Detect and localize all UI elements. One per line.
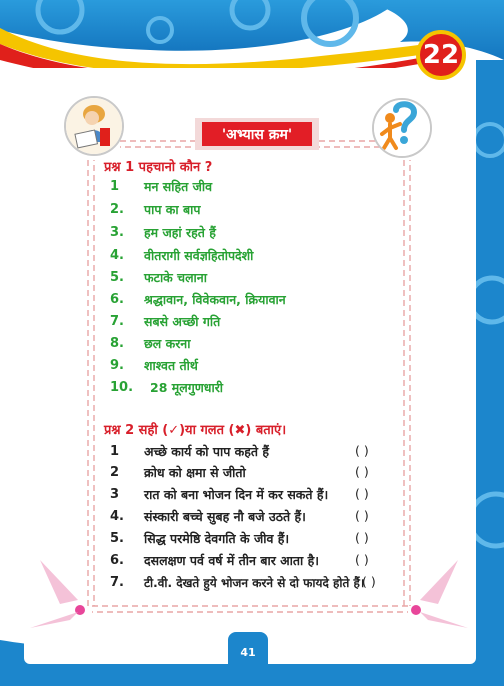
page-number: 41 — [240, 645, 256, 659]
answer-blank: ( ) — [355, 443, 369, 458]
table-row: 5. सिद्ध परमेष्ठि देवगति के जीव हैं। — [110, 530, 290, 546]
table-row: 6. दसलक्षण पर्व वर्ष में तीन बार आता है। — [110, 552, 320, 568]
table-row: 2 क्रोध को क्षमा से जीतो — [110, 464, 246, 480]
reading-child-illustration — [64, 96, 124, 156]
answer-blank: ( ) — [355, 530, 369, 545]
list-item: 1 मन सहित जीव — [110, 178, 213, 194]
answer-blank: ( ) — [355, 552, 369, 567]
list-item: 4. वीतरागी सर्वज्ञहितोपदेशी — [110, 247, 254, 263]
table-row: 7. टी.वी. देखते हुये भोजन करने से दो फायदे होते हैं। — [110, 574, 365, 590]
answer-blank: ( ) — [355, 464, 369, 479]
list-item: 9. शाश्वत तीर्थ — [110, 357, 198, 373]
table-row: 1 अच्छे कार्य को पाप कहते हैं — [110, 443, 270, 459]
list-item: 3. हम जहां रहते हैं — [110, 224, 216, 240]
list-item: 7. सबसे अच्छी गति — [110, 313, 221, 329]
list-item: 2. पाप का बाप — [110, 201, 201, 217]
table-row: 3 रात को बना भोजन दिन में कर सकते हैं। — [110, 486, 329, 502]
list-item: 8. छल करना — [110, 335, 191, 351]
exercise-title: 'अभ्यास क्रम' — [202, 122, 312, 146]
page-number-tab — [228, 632, 268, 672]
question-1-heading: प्रश्न 1 पहचानो कौन ? — [104, 160, 213, 175]
answer-blank: ( ) — [355, 486, 369, 501]
question-figure-illustration — [372, 98, 432, 158]
chapter-number: 22 — [422, 40, 460, 70]
table-row: 4. संस्कारी बच्चे सुबह नौ बजे उठते हैं। — [110, 508, 306, 524]
answer-blank: ( ) — [362, 574, 376, 589]
list-item: 5. फटाके चलाना — [110, 269, 207, 285]
answer-blank: ( ) — [355, 508, 369, 523]
chapter-number-badge — [416, 30, 466, 80]
list-item: 10. 28 मूलगुणधारी — [110, 379, 224, 395]
question-2-heading: प्रश्न 2 सही (✓)या गलत (✖) बताएं। — [104, 423, 287, 438]
list-item: 6. श्रद्धावान, विवेकवान, क्रियावान — [110, 291, 286, 307]
exercise-title-frame — [195, 118, 319, 150]
